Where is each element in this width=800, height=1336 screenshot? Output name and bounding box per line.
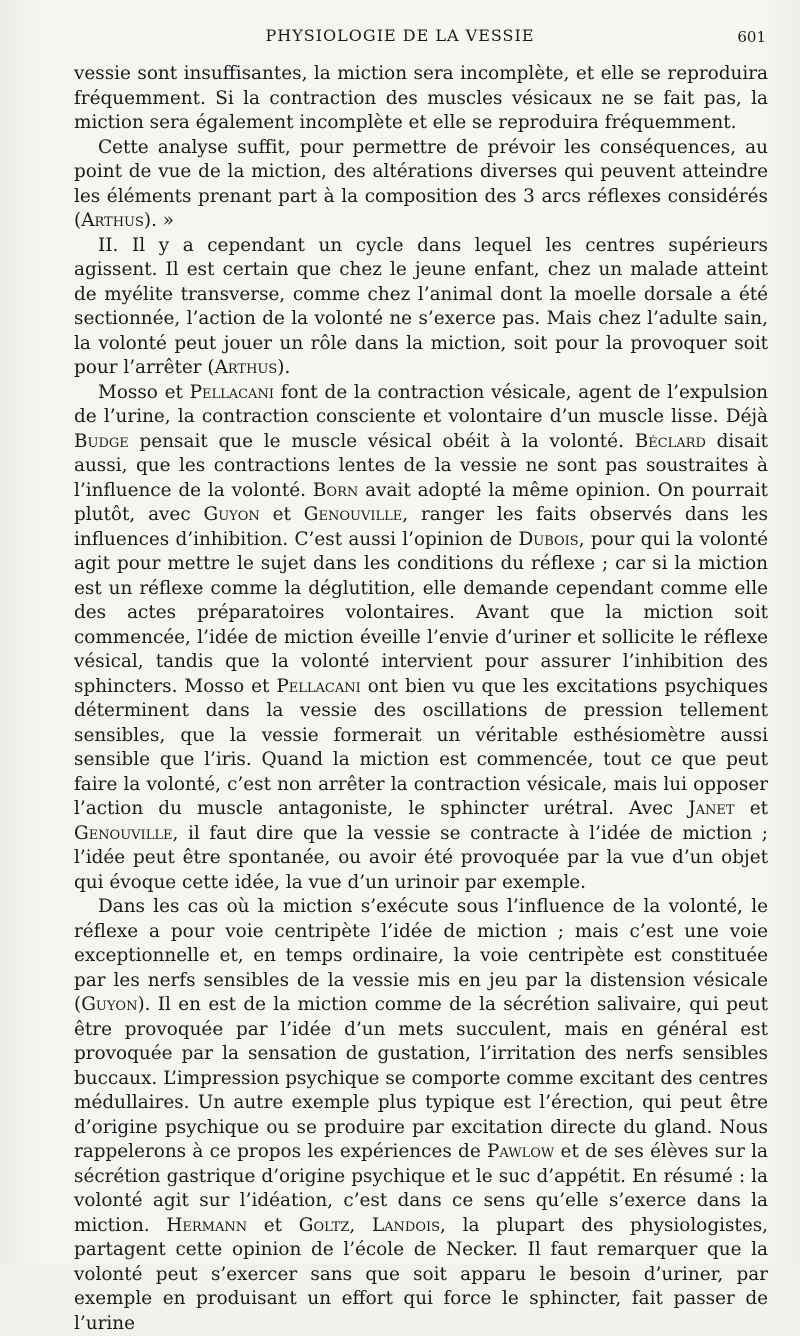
author-name: Genouville bbox=[74, 822, 173, 844]
running-head bbox=[0, 26, 800, 50]
text-segment: Cette analyse suffit, pour permettre de prévoir les conséquences, au point de vue de la miction, des altérations diverses qui peuvent atteindre les éléments prenant part à la composition des 3 arcs réflexes considérés ( bbox=[74, 136, 768, 231]
text-segment: , ranger les faits observés dans les influences d’inhibition. C’est aussi l’opinion de bbox=[74, 504, 768, 550]
page-number: 601 bbox=[737, 28, 766, 46]
text-segment: et bbox=[247, 1214, 299, 1236]
text-segment: ). Il en est de la miction comme de la sécrétion salivaire, qui peut être provoquée par l’idée d’un mets succulent, mais en général est provoquée par la sensation de gustation, l’irritation des nerfs sensibles buccaux. L’impression psychique se comporte comme excitant des centres médullaires. Un autre exemple plus typique est l’érection, qui peut être d’origine psychique ou se produire par excitation directe du gland. Nous rappelerons à ce propos les expériences de bbox=[74, 994, 768, 1162]
text-segment: pensait que le muscle vésical obéit à la volonté. bbox=[128, 430, 635, 452]
text-segment: et bbox=[259, 504, 304, 525]
paragraph bbox=[74, 381, 768, 896]
author-name: Genouville bbox=[303, 504, 403, 525]
text-segment: vessie sont insuffisantes, la miction sera incomplète, et elle se reproduira fréquemment. Si la contraction des muscles vésicaux ne se fait pas, la miction sera également incomplète et elle se reproduira fréquemment. bbox=[74, 63, 768, 133]
paragraph bbox=[74, 136, 768, 234]
author-name: Béclard bbox=[634, 430, 706, 452]
author-name: Goltz bbox=[298, 1214, 350, 1236]
paragraph bbox=[74, 895, 768, 1336]
text-segment: ). » bbox=[143, 210, 175, 231]
author-name: Landois bbox=[371, 1214, 441, 1236]
text-segment: disait aussi, que les contractions lentes de la vessie ne sont pas soustraites à l’influence de la volonté. bbox=[74, 430, 768, 501]
text-segment: Mosso et bbox=[98, 381, 190, 403]
paragraph bbox=[74, 62, 768, 136]
running-title: PHYSIOLOGIE DE LA VESSIE bbox=[265, 26, 535, 45]
text-segment: et de ses élèves sur la sécrétion gastrique d’origine psychique et le suc d’appétit. En résumé : la volonté agit sur l’idéation, c’est dans ce sens qu’elle s’exerce dans la miction. bbox=[74, 1141, 768, 1236]
author-name: Budge bbox=[74, 430, 129, 452]
text-segment: ont bien vu que les excitations psychiques déterminent dans la vessie des oscillations de pression tellement sensibles, que la vessie formerait un véritable esthésiomètre aussi sensible que l’iris. Quand la miction est commencée, tout ce que peut faire la volonté, c’est non arrêter la contraction vésicale, mais lui opposer l’action du muscle antagoniste, le sphincter urétral. Avec bbox=[74, 675, 769, 819]
author-name: Arthus bbox=[214, 357, 278, 378]
paragraph bbox=[74, 234, 768, 381]
author-name: Guyon bbox=[203, 504, 260, 525]
text-segment: Dans les cas où la miction s’exécute sous l’influence de la volonté, le réflexe a pour voie centripète l’idée de miction ; mais c’est une voie exceptionnelle et, en temps ordinaire, la voie centripète est constituée par les nerfs sensibles de la vessie mis en jeu par la distension vésicale ( bbox=[74, 896, 768, 1015]
text-segment: avait adopté la même opinion. On pourrait plutôt, avec bbox=[74, 479, 768, 525]
author-name: Pellacani bbox=[276, 675, 361, 697]
body-text bbox=[74, 62, 768, 1336]
author-name: Guyon bbox=[81, 994, 138, 1015]
text-segment: , il faut dire que la vessie se contracte à l’idée de miction ; l’idée peut être spontanée, ou avoir été provoquée par la vue d’un objet qui évoque cette idée, la vue d’un urinoir par exemple. bbox=[74, 822, 768, 893]
author-name: Pawlow bbox=[487, 1141, 555, 1162]
text-segment: font de la contraction vésicale, agent de l’expulsion de l’urine, la contraction consciente et volontaire d’un muscle lisse. Déjà bbox=[74, 381, 768, 427]
author-name: Arthus bbox=[81, 210, 144, 231]
author-name: Pellacani bbox=[189, 381, 274, 403]
text-segment: , pour qui la volonté agit pour mettre le sujet dans les conditions du réflexe ; car si la miction est un réflexe comme la déglutition, elle demande cependant comme elle des actes préparatoires volontaires. Avant que la miction soit commencée, l’idée de miction éveille l’envie d’uriner et sollicite le réflexe vésical, tandis que la volonté intervient pour assurer l’inhibition des sphincters. Mosso et bbox=[74, 528, 769, 697]
author-name: Dubois bbox=[518, 528, 579, 550]
text-segment: ). bbox=[277, 357, 291, 378]
author-name: Born bbox=[312, 479, 359, 501]
author-name: Janet bbox=[688, 798, 735, 819]
text-segment: , bbox=[349, 1214, 372, 1236]
text-segment: II. Il y a cependant un cycle dans lequel les centres supérieurs agissent. Il est certain que chez le jeune enfant, chez un malade atteint de myélite transverse, comme chez l’animal dont la moelle dorsale a été sectionnée, l’action de la volonté ne s’exerce pas. Mais chez l’adulte sain, la volonté peut jouer un rôle dans la miction, soit pour la provoquer soit pour l’arrêter ( bbox=[74, 234, 768, 378]
text-segment: et bbox=[734, 798, 768, 819]
author-name: Hermann bbox=[166, 1214, 248, 1236]
text-segment: , la plupart des physiologistes, partagent cette opinion de l’école de Necker. Il faut remarquer que la volonté peut s’exercer sans que soit apparu le besoin d’uriner, par exemple en produisant un effort qui force le sphincter, fait passer de l’urine bbox=[74, 1214, 768, 1334]
